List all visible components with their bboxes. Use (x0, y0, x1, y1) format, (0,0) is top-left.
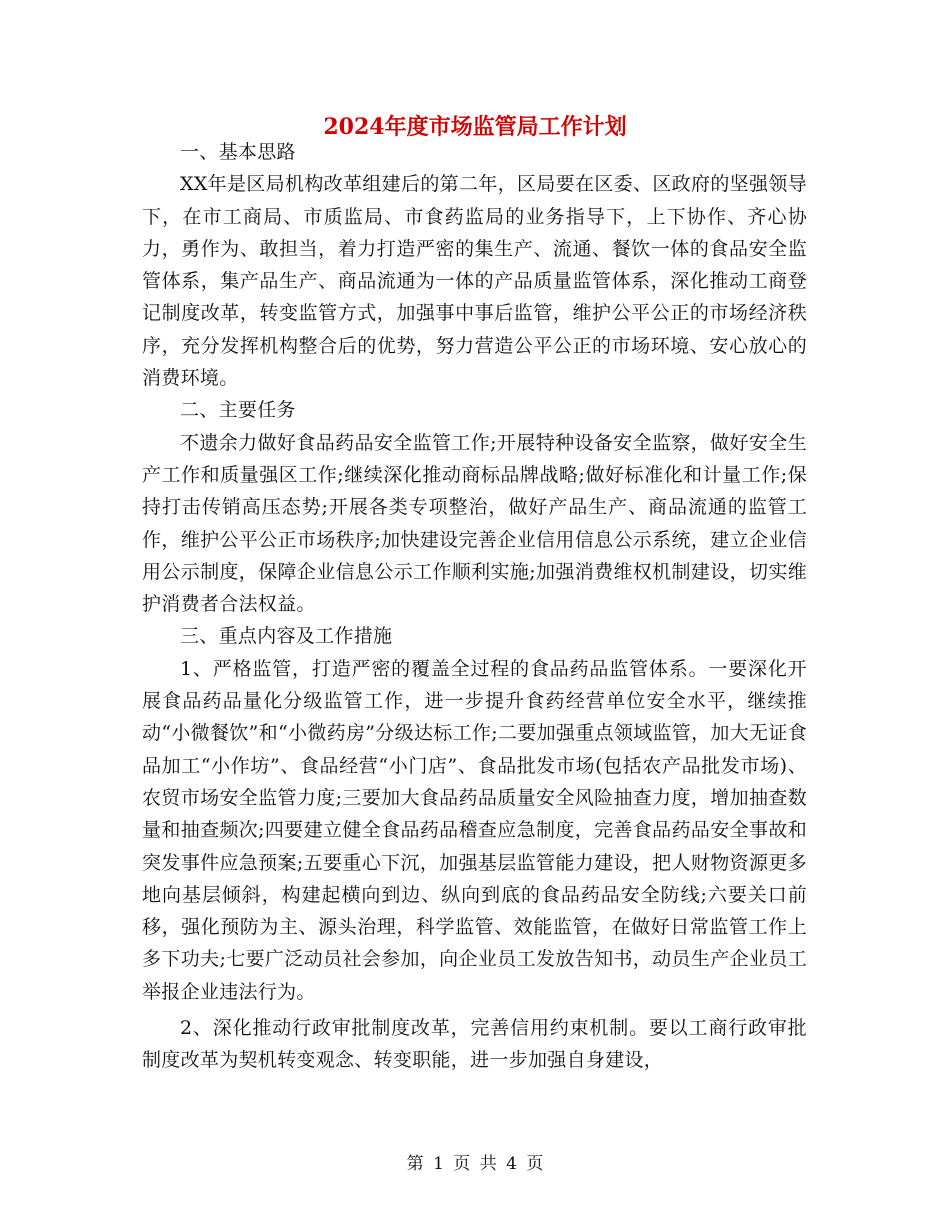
paragraph-measure-1: 1、严格监管，打造严密的覆盖全过程的食品药品监管体系。一要深化开展食品药品量化分级监管工作，进一步提升食药经营单位安全水平，继续推动“小微餐饮”和“小微药房”分级达标工作;二要加强重点领域监管，加大无证食品加工“小作坊”、食品经营“小门店”、食品批发市场(包括农产品批发市场)、农贸市场安全监管力度;三要加大食品药品质量安全风险抽查力度，增加抽查数量和抽查频次;四要建立健全食品药品稽查应急制度，完善食品药品安全事故和突发事件应急预案;五要重心下沉，加强基层监管能力建设，把人财物资源更多地向基层倾斜，构建起横向到边、纵向到底的食品药品安全防线;六要关口前移，强化预防为主、源头治理，科学监管、效能监管，在做好日常监管工作上多下功夫;七要广泛动员社会参加，向企业员工发放告知书，动员生产企业员工举报企业违法行为。 (142, 657, 807, 1003)
section-heading-basic-idea: 一、基本思路 (180, 141, 296, 163)
document-body (142, 136, 807, 1077)
paragraph-basic-idea: XX年是区局机构改革组建后的第二年，区局要在区委、区政府的坚强领导下，在市工商局、市质监局、市食药监局的业务指导下，上下协作、齐心协力，勇作为、敢担当，着力打造严密的集生产、流通、餐饮一体的食品安全监管体系，集产品生产、商品流通为一体的产品质量监管体系，深化推动工商登记制度改革，转变监管方式，加强事中事后监管，维护公平公正的市场经济秩序，充分发挥机构整合后的优势，努力营造公平公正的市场环境、安心放心的消费环境。 (142, 173, 807, 390)
section-heading-main-tasks: 二、主要任务 (180, 399, 296, 422)
section-heading-key-measures: 三、重点内容及工作措施 (180, 625, 393, 648)
document-title: 2024年度市场监管局工作计划 (323, 114, 627, 140)
page-footer: 第 1 页 共 4 页 (406, 1154, 544, 1174)
paragraph-measure-2: 2、深化推动行政审批制度改革，完善信用约束机制。要以工商行政审批制度改革为契机转变观念、转变职能，进一步加强自身建设， (142, 1017, 807, 1072)
paragraph-main-tasks: 不遗余力做好食品药品安全监管工作;开展特种设备安全监察，做好安全生产工作和质量强区工作;继续深化推动商标品牌战略;做好标准化和计量工作;保持打击传销高压态势;开展各类专项整治，做好产品生产、商品流通的监管工作，维护公平公正市场秩序;加快建设完善企业信用信息公示系统，建立企业信用公示制度，保障企业信息公示工作顺利实施;加强消费维权机制建设，切实维护消费者合法权益。 (142, 431, 807, 616)
